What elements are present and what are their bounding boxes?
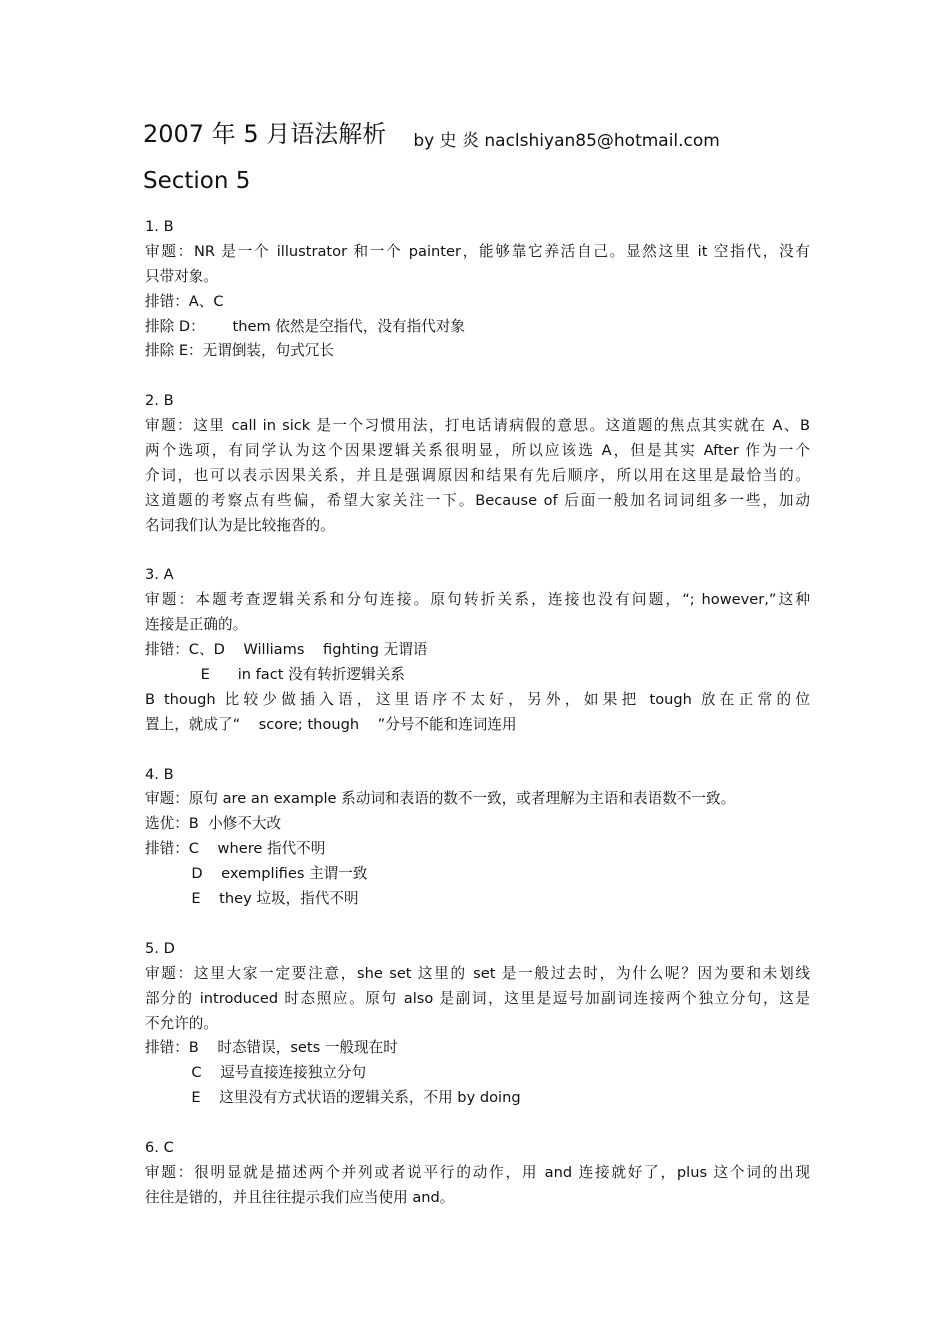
paragraph-gap xyxy=(145,738,810,763)
paragraph-gap xyxy=(145,1111,810,1136)
question-line: C 逗号直接连接独立分句 xyxy=(145,1064,367,1082)
question-line: D exemplifies 主谓一致 xyxy=(145,865,368,883)
question-line: 排错：C、D Williams fighting 无谓语 xyxy=(145,641,428,659)
document-body xyxy=(145,215,810,1211)
question-line: 审题：原句 are an example 系动词和表语的数不一致，或者理解为主语和表语数不一致。 xyxy=(145,790,736,808)
question-line: 选优：B 小修不大改 xyxy=(145,815,282,833)
question-line: 名词我们认为是比较拖沓的。 xyxy=(145,516,335,534)
question-line: 审题：这里大家一定要注意，she set 这里的 set 是一般过去时，为什么呢？因为要和未划线 xyxy=(145,964,810,982)
question-block xyxy=(145,937,810,1111)
question-answer: 1. B xyxy=(145,218,174,235)
question-line: 审题：很明显就是描述两个并列或者说平行的动作，用 and 连接就好了，plus 这个词的出现 xyxy=(145,1163,810,1181)
question-line: 介词，也可以表示因果关系，并且是强调原因和结果有先后顺序，所以用在这里是最恰当的。 xyxy=(145,466,810,484)
question-answer: 4. B xyxy=(145,765,174,783)
question-answer: 6. C xyxy=(145,1138,174,1156)
question-line: 审题：本题考查逻辑关系和分句连接。原句转折关系，连接也没有问题，“; however,”这种 xyxy=(145,591,810,609)
question-block xyxy=(145,1136,810,1211)
paragraph-gap xyxy=(145,364,810,389)
question-block xyxy=(145,215,810,364)
question-line: E 这里没有方式状语的逻辑关系，不用 by doing xyxy=(145,1089,521,1107)
question-line: E they 垃圾，指代不明 xyxy=(145,890,359,908)
question-line: 排错：A、C xyxy=(145,292,224,310)
question-line: 排除 D： them 依然是空指代，没有指代对象 xyxy=(145,317,466,335)
question-line: 审题：NR 是一个 illustrator 和一个 painter，能够靠它养活自己。显然这里 it 空指代，没有 xyxy=(145,242,810,260)
question-answer: 5. D xyxy=(145,939,175,957)
question-block xyxy=(145,389,810,538)
question-block xyxy=(145,563,810,737)
question-line: 排错：B 时态错误，sets 一般现在时 xyxy=(145,1039,398,1057)
question-line: 审题：这里 call in sick 是一个习惯用法，打电话请病假的意思。这道题的焦点其实就在 A、B xyxy=(145,417,810,435)
question-line: 往往是错的，并且往往提示我们应当使用 and。 xyxy=(145,1188,455,1206)
author-line: by 史 炎 naclshiyan85@hotmail.com xyxy=(413,131,720,151)
question-answer: 2. B xyxy=(145,392,174,410)
question-line: 排除 E：无谓倒装，句式冗长 xyxy=(145,342,334,360)
question-line: E in fact 没有转折逻辑关系 xyxy=(145,666,405,684)
document-title: 2007 年 5 月语法解析 xyxy=(143,120,387,148)
question-line: 这道题的考察点有些偏，希望大家关注一下。Because of 后面一般加名词词组多一些，加动 xyxy=(145,491,810,509)
paragraph-gap xyxy=(145,539,810,564)
section-heading: Section 5 xyxy=(143,168,251,194)
question-line: 排错：C where 指代不明 xyxy=(145,840,326,858)
question-line: 置上，就成了“ score; though ”分号不能和连词连用 xyxy=(145,715,517,733)
question-answer: 3. A xyxy=(145,566,174,584)
question-line: 不允许的。 xyxy=(145,1014,218,1032)
question-line: 连接是正确的。 xyxy=(145,616,248,634)
question-block xyxy=(145,763,810,912)
question-line: 只带对象。 xyxy=(145,267,218,285)
question-line: 部分的 introduced 时态照应。原句 also 是副词，这里是逗号加副词连接两个独立分句，这是 xyxy=(145,989,810,1007)
question-line: B though 比较少做插入语，这里语序不太好，另外，如果把 tough 放在正常的位 xyxy=(145,690,810,708)
question-line: 两个选项，有同学认为这个因果逻辑关系很明显，所以应该选 A，但是其实 After 作为一个 xyxy=(145,442,810,460)
paragraph-gap xyxy=(145,912,810,937)
title-row xyxy=(143,114,720,149)
